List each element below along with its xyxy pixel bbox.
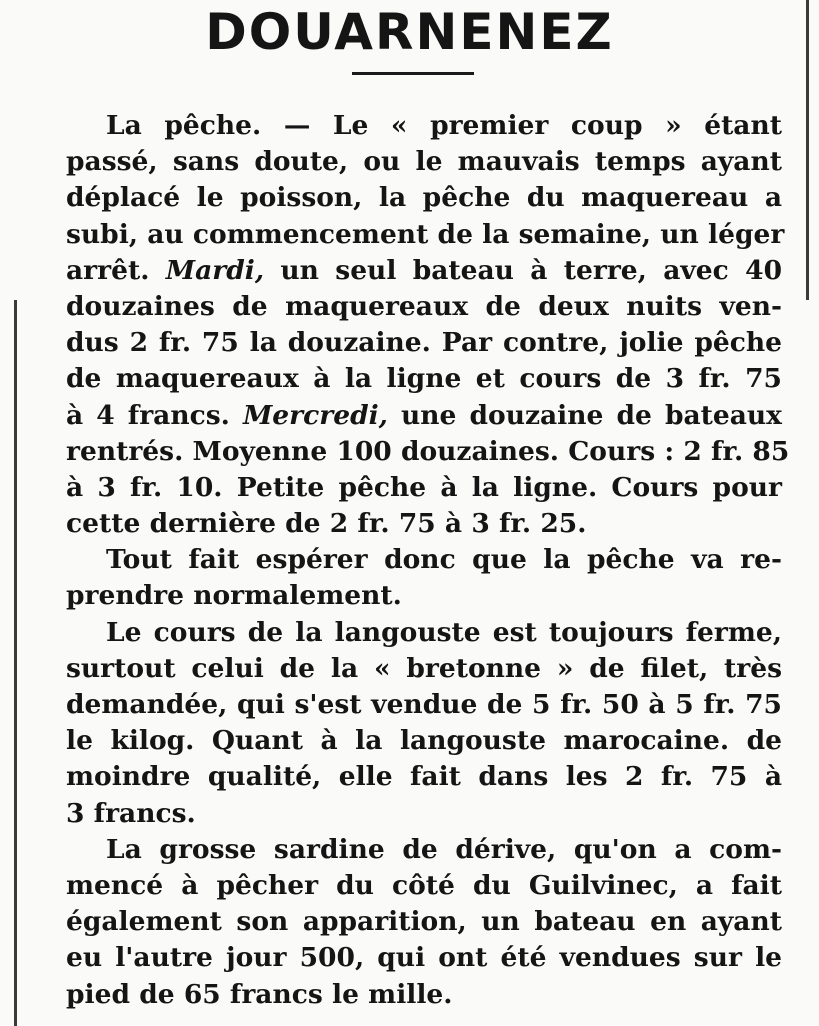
text-line: mencé à pêcher du côté du Guilvinec, a fait	[66, 869, 782, 901]
text-line: La grosse sardine de dérive, qu'on a com-	[106, 833, 782, 865]
text-line: subi, au commencement de la semaine, un léger	[66, 218, 785, 250]
text-line: passé, sans doute, ou le mauvais temps ayant	[66, 146, 782, 178]
text-line: le kilog. Quant à la langouste marocaine. de	[66, 725, 782, 757]
article-body	[66, 108, 790, 1013]
text-line: pied de 65 francs le mille.	[66, 978, 453, 1010]
text-line: rentrés. Moyenne 100 douzaines. Cours : 2 fr. 85	[66, 435, 790, 467]
text-line: eu l'autre jour 500, qui ont été vendues sur le	[66, 942, 782, 974]
text-line: à 4 francs. Mercredi, une douzaine de bateaux	[66, 399, 782, 431]
text-line: également son apparition, un bateau en ayant	[66, 906, 782, 938]
text-line: déplacé le poisson, la pêche du maquereau a	[66, 182, 782, 214]
title-underline	[352, 72, 474, 75]
text-line: moindre qualité, elle fait dans les 2 fr. 75 à	[66, 761, 782, 793]
text-line: arrêt. Mardi, un seul bateau à terre, avec 40	[66, 254, 783, 286]
text-line: Le cours de la langouste est toujours ferme,	[106, 616, 782, 648]
text-line: douzaines de maquereaux de deux nuits ven-	[66, 290, 782, 322]
day-mardi: Mardi,	[165, 254, 265, 286]
text-line: demandée, qui s'est vendue de 5 fr. 50 à 5 fr. 75	[66, 689, 782, 720]
column-rule-left	[14, 300, 17, 1026]
text-line: Tout fait espérer donc que la pêche va re-	[106, 544, 782, 576]
text-line: prendre normalement.	[66, 580, 402, 612]
text-line: La pêche. — Le « premier coup » étant	[106, 110, 782, 141]
text-line: surtout celui de la « bretonne » de filet, très	[66, 652, 782, 684]
text-line: dus 2 fr. 75 la douzaine. Par contre, jolie pêche	[66, 327, 782, 359]
text-line: de maquereaux à la ligne et cours de 3 fr. 75	[66, 363, 782, 395]
text-line: 3 francs.	[66, 797, 196, 829]
day-mercredi: Mercredi,	[242, 399, 388, 431]
text-line: à 3 fr. 10. Petite pêche à la ligne. Cours pour	[66, 471, 782, 503]
article-title: DOUARNENEZ	[205, 3, 614, 61]
text-line: cette dernière de 2 fr. 75 à 3 fr. 25.	[66, 508, 587, 540]
lead-heading: La pêche. —	[106, 110, 311, 141]
